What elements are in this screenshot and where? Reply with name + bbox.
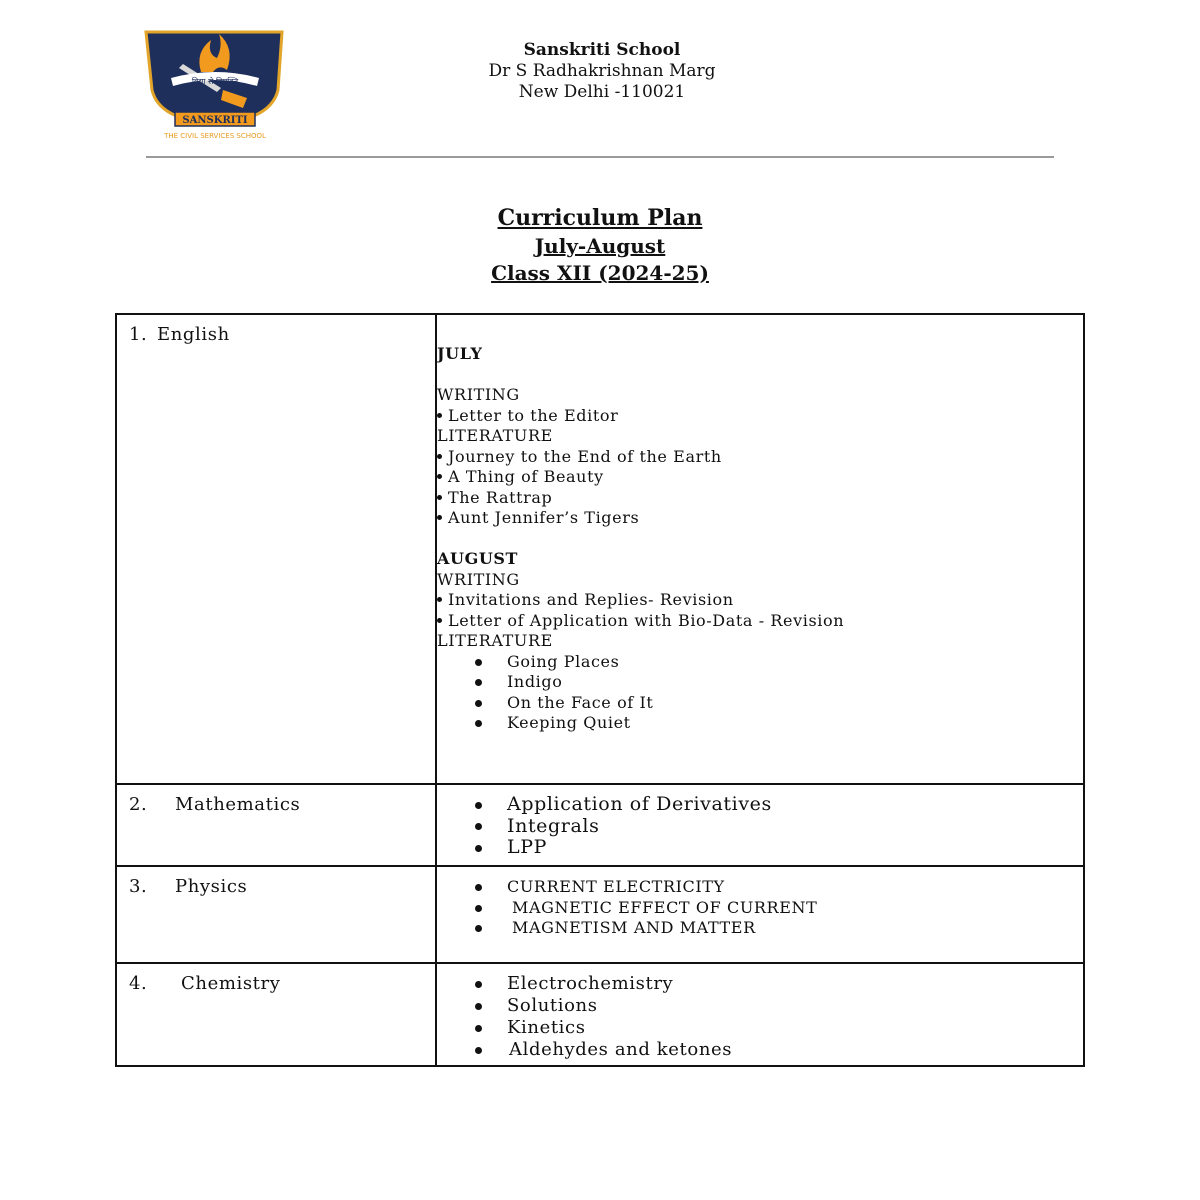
- list-item: CURRENT ELECTRICITY: [437, 877, 1083, 898]
- list-item: MAGNETISM AND MATTER: [437, 918, 1083, 939]
- list-item: Integrals: [437, 816, 1083, 838]
- section-heading: LITERATURE: [437, 631, 553, 650]
- address-line-2: New Delhi -110021: [518, 82, 686, 102]
- subject-name: Physics: [175, 876, 248, 897]
- table-row: [116, 784, 1084, 866]
- list-item: A Thing of Beauty: [437, 467, 1083, 488]
- header-divider: [146, 156, 1054, 158]
- table-row: [116, 314, 1084, 784]
- list-item: Letter of Application with Bio-Data - Revision: [437, 611, 1083, 632]
- list-item: The Rattrap: [437, 488, 1083, 509]
- curriculum-table: [115, 313, 1085, 1067]
- table-row: [116, 963, 1084, 1066]
- logo-motto: विद्या से विमुक्ति: [191, 77, 239, 86]
- logo-tagline: THE CIVIL SERVICES SCHOOL: [164, 132, 266, 140]
- list-item: Aldehydes and ketones: [437, 1039, 1083, 1061]
- subject-name: Mathematics: [175, 794, 301, 815]
- list-item: Application of Derivatives: [437, 794, 1083, 816]
- list-item: Aunt Jennifer’s Tigers: [437, 508, 1083, 529]
- title-line-1: Curriculum Plan: [497, 205, 703, 231]
- subject-cell: [116, 866, 436, 963]
- literature-list: [437, 652, 1083, 734]
- topics-cell: [436, 963, 1084, 1066]
- title-line-2: July-August: [534, 234, 666, 258]
- list-item: Keeping Quiet: [437, 713, 1083, 734]
- topic-list: [437, 867, 1083, 939]
- subject-number: 3.: [129, 876, 148, 897]
- logo-wordmark: SANSKRITI: [182, 115, 248, 126]
- school-logo: [143, 28, 287, 142]
- section-heading: LITERATURE: [437, 426, 553, 445]
- list-item: Electrochemistry: [437, 973, 1083, 995]
- subject-cell: [116, 784, 436, 866]
- topics-cell: [436, 314, 1084, 784]
- school-address: [402, 40, 802, 103]
- table-row: [116, 866, 1084, 963]
- month-heading: AUGUST: [437, 549, 519, 568]
- subject-name: English: [157, 324, 230, 345]
- subject-number: 4.: [129, 973, 148, 994]
- list-item: LPP: [437, 837, 1083, 859]
- section-heading: WRITING: [437, 385, 520, 404]
- list-item: Journey to the End of the Earth: [437, 447, 1083, 468]
- topic-list: [437, 785, 1083, 859]
- list-item: Solutions: [437, 995, 1083, 1017]
- topics-cell: [436, 784, 1084, 866]
- document-title: [300, 203, 900, 287]
- month-heading: JULY: [437, 344, 483, 363]
- list-item: Letter to the Editor: [437, 406, 1083, 427]
- title-line-3: Class XII (2024-25): [491, 261, 709, 285]
- list-item: Invitations and Replies- Revision: [437, 590, 1083, 611]
- list-item: Going Places: [437, 652, 1083, 673]
- section-heading: WRITING: [437, 569, 520, 589]
- list-item: MAGNETIC EFFECT OF CURRENT: [437, 898, 1083, 919]
- subject-number: 2.: [129, 794, 148, 815]
- subject-cell: [116, 314, 436, 784]
- list-item: On the Face of It: [437, 693, 1083, 714]
- subject-name: Chemistry: [181, 973, 281, 994]
- list-item: Kinetics: [437, 1017, 1083, 1039]
- list-item: Indigo: [437, 672, 1083, 693]
- subject-number: 1.: [129, 324, 148, 345]
- address-line-1: Dr S Radhakrishnan Marg: [488, 61, 716, 81]
- topic-list: [437, 964, 1083, 1061]
- school-name: Sanskriti School: [523, 40, 681, 60]
- subject-cell: [116, 963, 436, 1066]
- topics-cell: [436, 866, 1084, 963]
